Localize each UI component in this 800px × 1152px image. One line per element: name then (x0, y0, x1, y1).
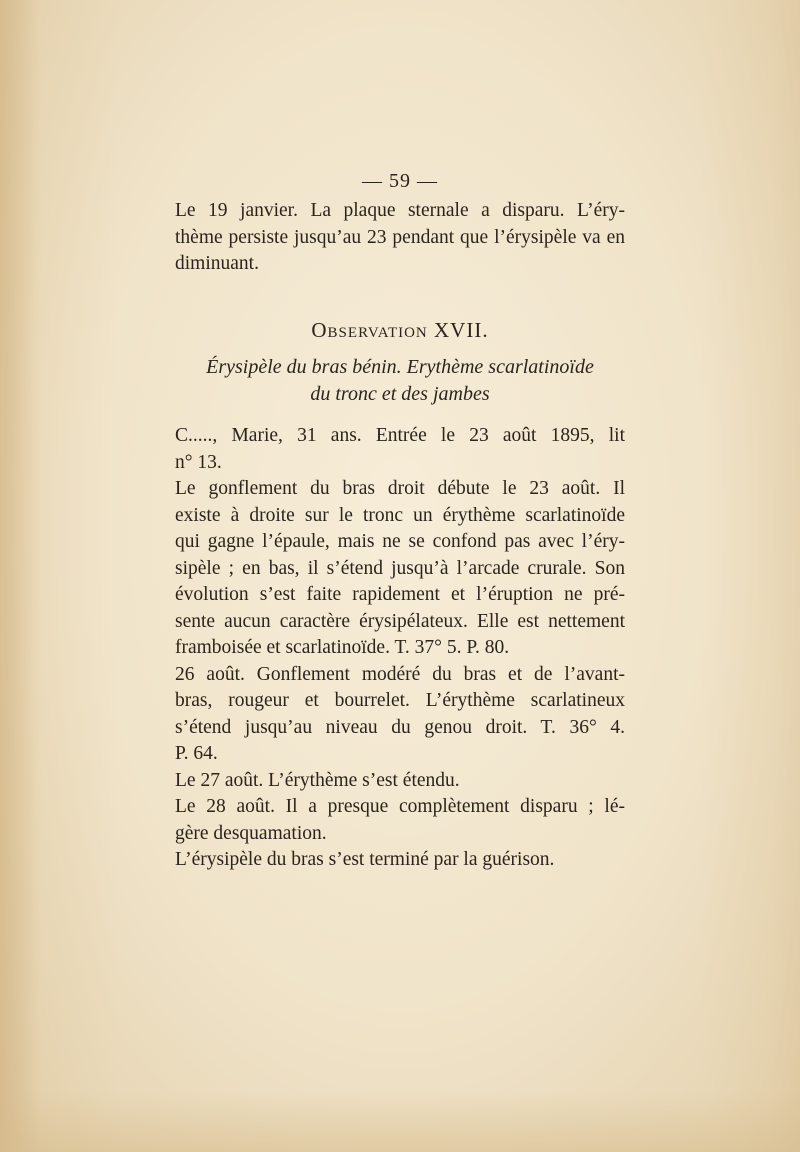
observation-subtitle (0, 354, 800, 408)
subtitle-line-2: du tronc et des jambes (310, 383, 490, 405)
body-line-3: Le gonflement du bras droit débute le 23 août. Il (175, 478, 625, 499)
intro-line-1: Le 19 janvier. La plaque sternale a disparu. L’éry- (175, 200, 625, 221)
page-number: — 59 — (362, 170, 438, 192)
body-line-11: bras, rougeur et bourrelet. L’érythème scarlatineux (175, 690, 625, 711)
intro-paragraph (175, 198, 625, 278)
subtitle-line-1: Érysipèle du bras bénin. Erythème scarlatinoïde (206, 356, 594, 378)
body-line-5: qui gagne l’épaule, mais ne se confond pas avec l’éry- (175, 531, 625, 552)
body-line-16: gère desquamation. (175, 822, 327, 844)
body-line-1: C....., Marie, 31 ans. Entrée le 23 août 1895, lit (175, 425, 625, 446)
body-line-17: L’érysipèle du bras s’est terminé par la guérison. (175, 849, 555, 870)
observation-heading (0, 318, 800, 343)
body-line-14: Le 27 août. L’érythème s’est étendu. (175, 769, 460, 791)
body-line-6: sipèle ; en bas, il s’étend jusqu’à l’arcade crurale. Son (175, 557, 625, 579)
body-line-15: Le 28 août. Il a presque complètement disparu ; lé- (175, 796, 625, 817)
body-line-13: P. 64. (175, 743, 218, 764)
body-line-9: framboisée et scarlatinoïde. T. 37° 5. P. 80. (175, 637, 510, 658)
intro-line-3: diminuant. (175, 253, 259, 274)
observation-body (175, 423, 625, 874)
page-bottom-shadow (0, 1092, 800, 1152)
body-line-12: s’étend jusqu’au niveau du genou droit. T. 36° 4. (175, 716, 625, 738)
intro-line-2: thème persiste jusqu’au 23 pendant que l’érysipèle va en (175, 226, 625, 248)
body-line-10: 26 août. Gonflement modéré du bras et de l’avant- (175, 663, 625, 685)
body-line-7: évolution s’est faite rapidement et l’éruption ne pré- (175, 584, 625, 605)
observation-number: XVII. (434, 318, 489, 342)
body-line-4: existe à droite sur le tronc un érythème scarlatinoïde (175, 504, 625, 526)
body-line-8: sente aucun caractère érysipélateux. Elle est nettement (175, 610, 625, 632)
body-line-2: n° 13. (175, 451, 222, 473)
observation-label: Observation (311, 318, 428, 342)
